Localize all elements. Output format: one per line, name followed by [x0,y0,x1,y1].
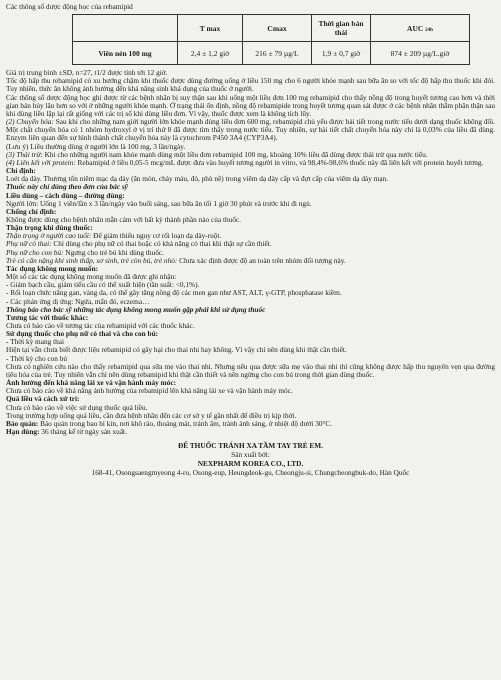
pharmacokinetics-text [6,69,495,167]
section-line: Chưa có báo cáo về khả năng ảnh hưởng của rebamipid lên khả năng lái xe và vận hành máy móc. [6,386,293,396]
pk-paragraph [6,159,495,167]
section-heading: Chỉ định: [6,166,36,176]
pk-cell-halflife: 1,9 ± 0,7 giờ [312,42,371,65]
section-line: Chưa có nghiên cứu nào cho thấy rebamipid qua sữa mẹ vào thai nhi. Nhưng nếu qua được sữa mẹ vào thai nhi thì cũng không được hấp thu nguyên vẹn qua đường tiêu hóa của trẻ. Tuy nhiên vẫn chỉ nên dùng rebamipid khi thật cần thiết và nên ngừng cho con bú trong thời gian dùng thuốc. [6,361,495,379]
warning-text: ĐỂ THUỐC TRÁNH XA TẦM TAY TRẺ EM. [177,441,324,451]
section-line: Chưa có báo cáo về việc sử dụng thuốc quá liều. [6,402,148,412]
precaution-label: Trẻ có cân nặng khi sinh thấp, sơ sinh, trẻ còn bú, trẻ nhỏ: [6,255,178,265]
section-heading: Liều dùng – cách dùng – đường dùng: [6,190,125,200]
pk-header-halflife: Thời gian bán thải [312,15,371,42]
section-heading: Sử dụng thuốc cho phụ nữ có thai và cho con bú: [6,329,159,339]
section-line: - Giảm bạch cầu, giảm tiểu cầu có thể xuất hiện (tần suất: <0,1%). [6,280,200,290]
precaution-text: Chỉ dùng cho phụ nữ có thai hoặc có khả năng có thai khi thật sự cần thiết. [51,239,272,249]
pk-subheading: (2) Chuyển hóa: [6,117,54,127]
pk-cell-dose: Viên nén 100 mg [73,42,178,65]
notice-line: Thuốc này chỉ dùng theo đơn của bác sỹ [6,182,128,192]
pk-text: Các thông số dược động học ghi được từ các bệnh nhân bị suy thận sau khi uống một liều đơn 100 mg rebamipid cho thấy nồng độ trong huyết tương cao hơn và thời gian bán hủy lâu hơn so với ở những người khỏe mạnh. Ở trạng thái ổn định, nồng độ rebamipide trong huyết tương quan sát được ở các bệnh nhân thẩm phân thận sau khi dùng liều lặp lại rất giống với các trị số khi dùng liều đơn. Vì vậy, thuốc được xem là không tích lũy. [6,92,495,118]
notice-line: Thông báo cho bác sỹ những tác dụng không mong muốn gặp phải khi sử dụng thuốc [6,304,266,314]
company-name: NEXPHARM KOREA CO., LTD. [197,459,304,469]
pk-paragraph [6,94,495,118]
precaution-label: Phụ nữ cho con bú: [6,247,64,257]
section-inline-text: 36 tháng kể từ ngày sản xuất. [39,427,127,437]
precaution-text: Chưa xác định được độ an toàn trên nhóm đối tượng này. [177,255,346,265]
section-line: Hiện tại vẫn chưa biết được liệu rebamipid có gây hại cho thai nhi hay không. Vì vậy chỉ nên dùng khi thật cần thiết. [6,345,347,355]
pk-text: Rebamipid ở liều 0,05-5 mcg/mL được đưa vào huyết tương người in vitro, và 98,4%-98,6% thuốc này đã liên kết với protein huyết tương. [75,157,484,167]
pk-subheading: (4) Liên kết với protein: [6,157,76,167]
section-heading: Ảnh hưởng đến khả năng lái xe và vận hành máy móc: [6,378,177,388]
pk-header-row [73,15,470,42]
section-line: - Thời kỳ cho con bú [6,353,68,363]
section-line: - Các phản ứng dị ứng: Ngứa, mẩn đỏ, eczema… [6,296,150,306]
pk-cell-cmax: 216 ± 79 µg/L [243,42,312,65]
leaflet-sections [6,167,495,436]
section-heading: Bảo quản: [6,418,39,428]
pk-table [72,14,470,65]
pk-header-auc: AUC 24h [371,15,470,42]
pk-text: Tốc độ hấp thu rebamipid có xu hướng chậm khi thuốc được dùng đường uống ở liều 150 mg cho 6 người khỏe mạnh sau bữa ăn so với tốc độ hấp thu thuốc khi đói. Tuy nhiên, thức ăn không ảnh hưởng đến khả năng sinh khả dụng của thuốc ở người. [6,76,495,94]
precaution-text: Để giám thiểu nguy cơ rối loạn dạ dày-ruột. [91,231,222,241]
precaution-label: Phụ nữ có thai: [6,239,52,249]
pk-header-tmax: T max [178,15,243,42]
leaflet-footer [6,441,495,477]
pk-header-cmax: Cmax [243,15,312,42]
section-heading: Quá liều và cách xử trí: [6,394,80,404]
section-heading: Thận trọng khi dùng thuốc: [6,223,93,233]
section-heading: Tác dụng không mong muốn: [6,263,99,273]
section-inline-text: Bảo quản trong bao bì kín, nơi khô ráo, thoáng mát, tránh ẩm, tránh ánh sáng, ở nhiệt độ dưới 30°C. [38,418,333,428]
pk-text: (Lưu ý) Liều thường dùng ở người lớn là 100 mg, 3 lần/ngày. [6,141,186,151]
section-line: Loét dạ dày. Thương tổn niêm mạc dạ dày (ăn mòn, chảy máu, đỏ, phù nề) trong viêm dạ dày cấp và đợt cấp của viêm dạ dày mạn. [6,174,389,184]
precaution-label: Thận trọng ở người cao tuổi: [6,231,92,241]
pk-subheading: (3) Thải trừ: [6,149,43,159]
section-line: Không được dùng cho bệnh nhân mẫn cảm với bất kỳ thành phần nào của thuốc. [6,214,241,224]
pk-header-empty [73,15,178,42]
pk-intro: Các thông số dược động học của rebamipid [6,2,133,11]
company-address: 168-41, Osongsaengmyeong 4-ro, Osong-eup, Heungdeok-gu, Cheongju-si, Chungcheongbuk-do, Hàn Quốc [91,468,410,478]
pk-text: Giá trị trung bình ±SD, n=27, t1/2 được tính tới 12 giờ. [6,68,168,78]
section-heading: Chống chỉ định: [6,206,57,216]
pk-paragraph [6,118,495,142]
pk-text: Khi cho những người nam khỏe mạnh dùng một liều đơn rebamipid 100 mg, khoảng 10% liều đã dùng được thải trừ qua nước tiểu. [42,149,428,159]
precaution-text: Ngưng cho trẻ bú khi dùng thuốc. [63,247,164,257]
section-heading-line [6,330,495,338]
pk-text: Sau khi cho những nam giới người lớn khỏe mạnh dùng liều đơn 600 mg, rebamipid chủ yếu được bài tiết trong nước tiểu dưới dạng thuốc không đổi. Một chất chuyển hóa có 1 nhóm hydroxyl ở vị trí thứ 8 đã được tìm thấy trong nước tiểu. Tuy nhiên, sự bài tiết chất chuyển hóa này chỉ là 0,03% của liều đã dùng. Enzym liên quan đến sự hình thành chất chuyển hóa này là cytochrom P450 3A4 (CYP3A4). [6,117,495,143]
pk-paragraph [6,77,495,93]
section-line: Chưa có báo cáo về tương tác của rebamipid với các thuốc khác. [6,321,195,330]
section-line: Trong trường hợp uống quá liều, cần đưa bệnh nhân đến các cơ sở y tế gần nhất để điều trị kịp thời. [6,410,297,420]
auc-subscript: 24h [425,27,433,33]
pk-cell-tmax: 2,4 ± 1,2 giờ [178,42,243,65]
made-by-label: Sản xuất bởi: [231,450,270,460]
section-heading-line [6,428,495,436]
section-heading: Hạn dùng: [6,427,40,437]
section-line: - Thời kỳ mang thai [6,337,65,347]
pk-value-row [73,42,470,65]
section-heading: Tương tác với thuốc khác: [6,312,89,322]
pk-cell-auc: 874 ± 209 µg/L.giờ [371,42,470,65]
section-line: Người lớn: Uống 1 viên/lần x 3 lần/ngày vào buổi sáng, sau bữa ăn tối 1 giờ 30 phút và trước khi đi ngủ. [6,198,312,208]
section-line: Một số các tác dụng không mong muốn đã được ghi nhận: [6,272,177,282]
section-line: - Rối loạn chức năng gan, vàng da, có thể gây tăng nồng độ các men gan như AST, ALT, γ-GTP, phosphatase kiềm. [6,288,342,298]
